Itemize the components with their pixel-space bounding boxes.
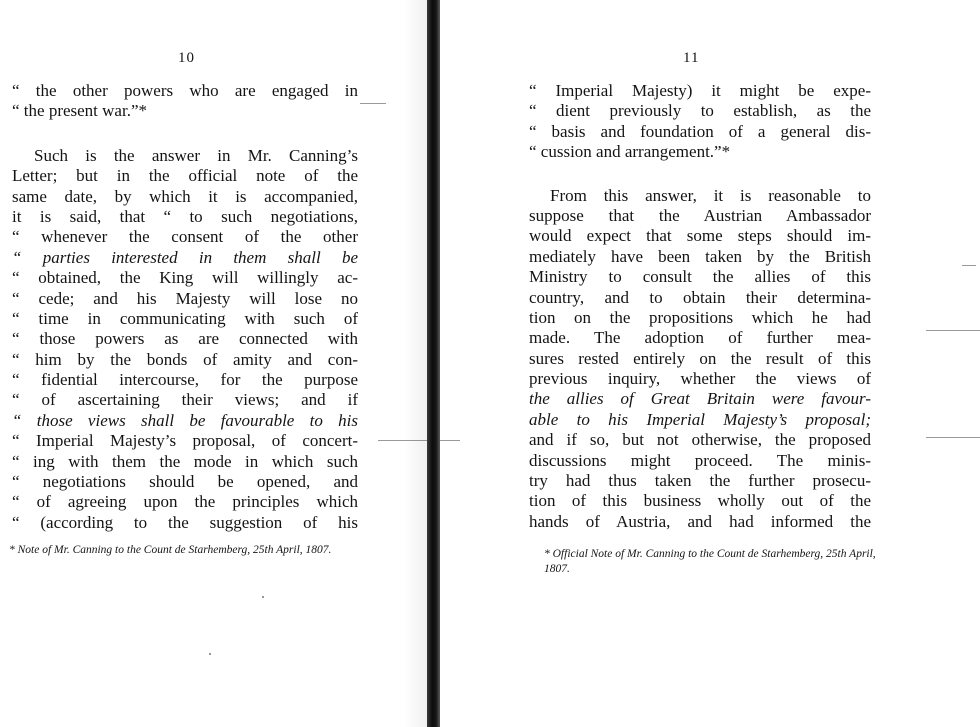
text-line: “ basis and foundation of a general dis- — [529, 121, 871, 141]
right-page — [440, 0, 980, 727]
text-line: “ Imperial Majesty) it might be expe- — [529, 81, 871, 100]
text-line: mediately have been taken by the British — [529, 246, 871, 266]
text-line: “ (according to the suggestion of his — [12, 512, 358, 532]
text-line: “ ing with them the mode in which such — [12, 451, 358, 471]
text-line: would expect that some steps should im- — [529, 226, 871, 246]
text-line: “ obtained, the King will willingly ac- — [12, 268, 358, 288]
text-line: From this answer, it is reasonable to — [550, 185, 871, 205]
footnote: * Note of Mr. Canning to the Count de Starhemberg, 25th April, 1807. — [9, 544, 332, 556]
page-number: 11 — [683, 50, 700, 66]
scan-mark — [962, 265, 976, 266]
text-line: “ of agreeing upon the principles which — [12, 492, 358, 512]
scan-mark — [440, 440, 460, 441]
text-line: “ parties interested in them shall be — [12, 247, 358, 267]
gutter-shadow — [404, 0, 427, 727]
text-line: same date, by which it is accompanied, — [12, 186, 358, 206]
text-line: country, and to obtain their determina- — [529, 287, 871, 307]
body-text — [529, 81, 871, 532]
text-line: “ those views shall be favourable to his — [12, 410, 358, 430]
text-line: “ time in communicating with such of — [12, 308, 358, 328]
text-line: “ him by the bonds of amity and con- — [12, 349, 358, 369]
text-line: Ministry to consult the allies of this — [529, 267, 871, 287]
text-line: “ those powers as are connected with — [12, 329, 358, 349]
scan-mark — [360, 103, 386, 104]
text-line: previous inquiry, whether the views of — [529, 369, 871, 389]
scan-mark — [926, 437, 980, 438]
text-line: suppose that the Austrian Ambassador — [529, 205, 871, 225]
scan-mark — [926, 330, 980, 331]
text-line: “ cede; and his Majesty will lose no — [12, 288, 358, 308]
text-line: “ of ascertaining their views; and if — [12, 390, 358, 410]
text-line: try had thus taken the further prosecu- — [529, 471, 871, 491]
text-line: “ cussion and arrangement.”* — [529, 142, 731, 162]
text-line: and if so, but not otherwise, the proposed — [529, 430, 871, 450]
text-line: it is said, that “ to such negotiations, — [12, 206, 358, 226]
text-line: “ dient previously to establish, as the — [529, 101, 871, 121]
text-line: “ the other powers who are engaged in — [12, 81, 358, 100]
text-line: “ negotiations should be opened, and — [12, 472, 358, 492]
left-page — [0, 0, 427, 727]
text-line: “ the present war.”* — [12, 101, 147, 121]
text-line: tion on the propositions which he had — [529, 307, 871, 327]
page-number: 10 — [178, 50, 195, 66]
text-line: Letter; but in the official note of the — [12, 166, 358, 186]
text-line: hands of Austria, and had informed the — [529, 511, 871, 531]
body-text — [12, 81, 358, 533]
text-line: made. The adoption of further mea- — [529, 328, 871, 348]
text-line: sures rested entirely on the result of this — [529, 348, 871, 368]
footnote: * Official Note of Mr. Canning to the Count de Starhemberg, 25th April, 1807. — [544, 548, 876, 575]
text-line: the allies of Great Britain were favour- — [529, 389, 871, 409]
scan-speck — [209, 653, 211, 655]
book-gutter — [427, 0, 440, 727]
text-line: “ whenever the consent of the other — [12, 227, 358, 247]
text-line: able to his Imperial Majesty’s proposal; — [529, 409, 871, 429]
scan-speck — [262, 596, 264, 598]
text-line: “ Imperial Majesty’s proposal, of concert- — [12, 431, 358, 451]
text-line: discussions might proceed. The minis- — [529, 450, 871, 470]
text-line: Such is the answer in Mr. Canning’s — [34, 145, 358, 165]
text-line: tion of this business wholly out of the — [529, 491, 871, 511]
text-line: “ fidential intercourse, for the purpose — [12, 370, 358, 390]
